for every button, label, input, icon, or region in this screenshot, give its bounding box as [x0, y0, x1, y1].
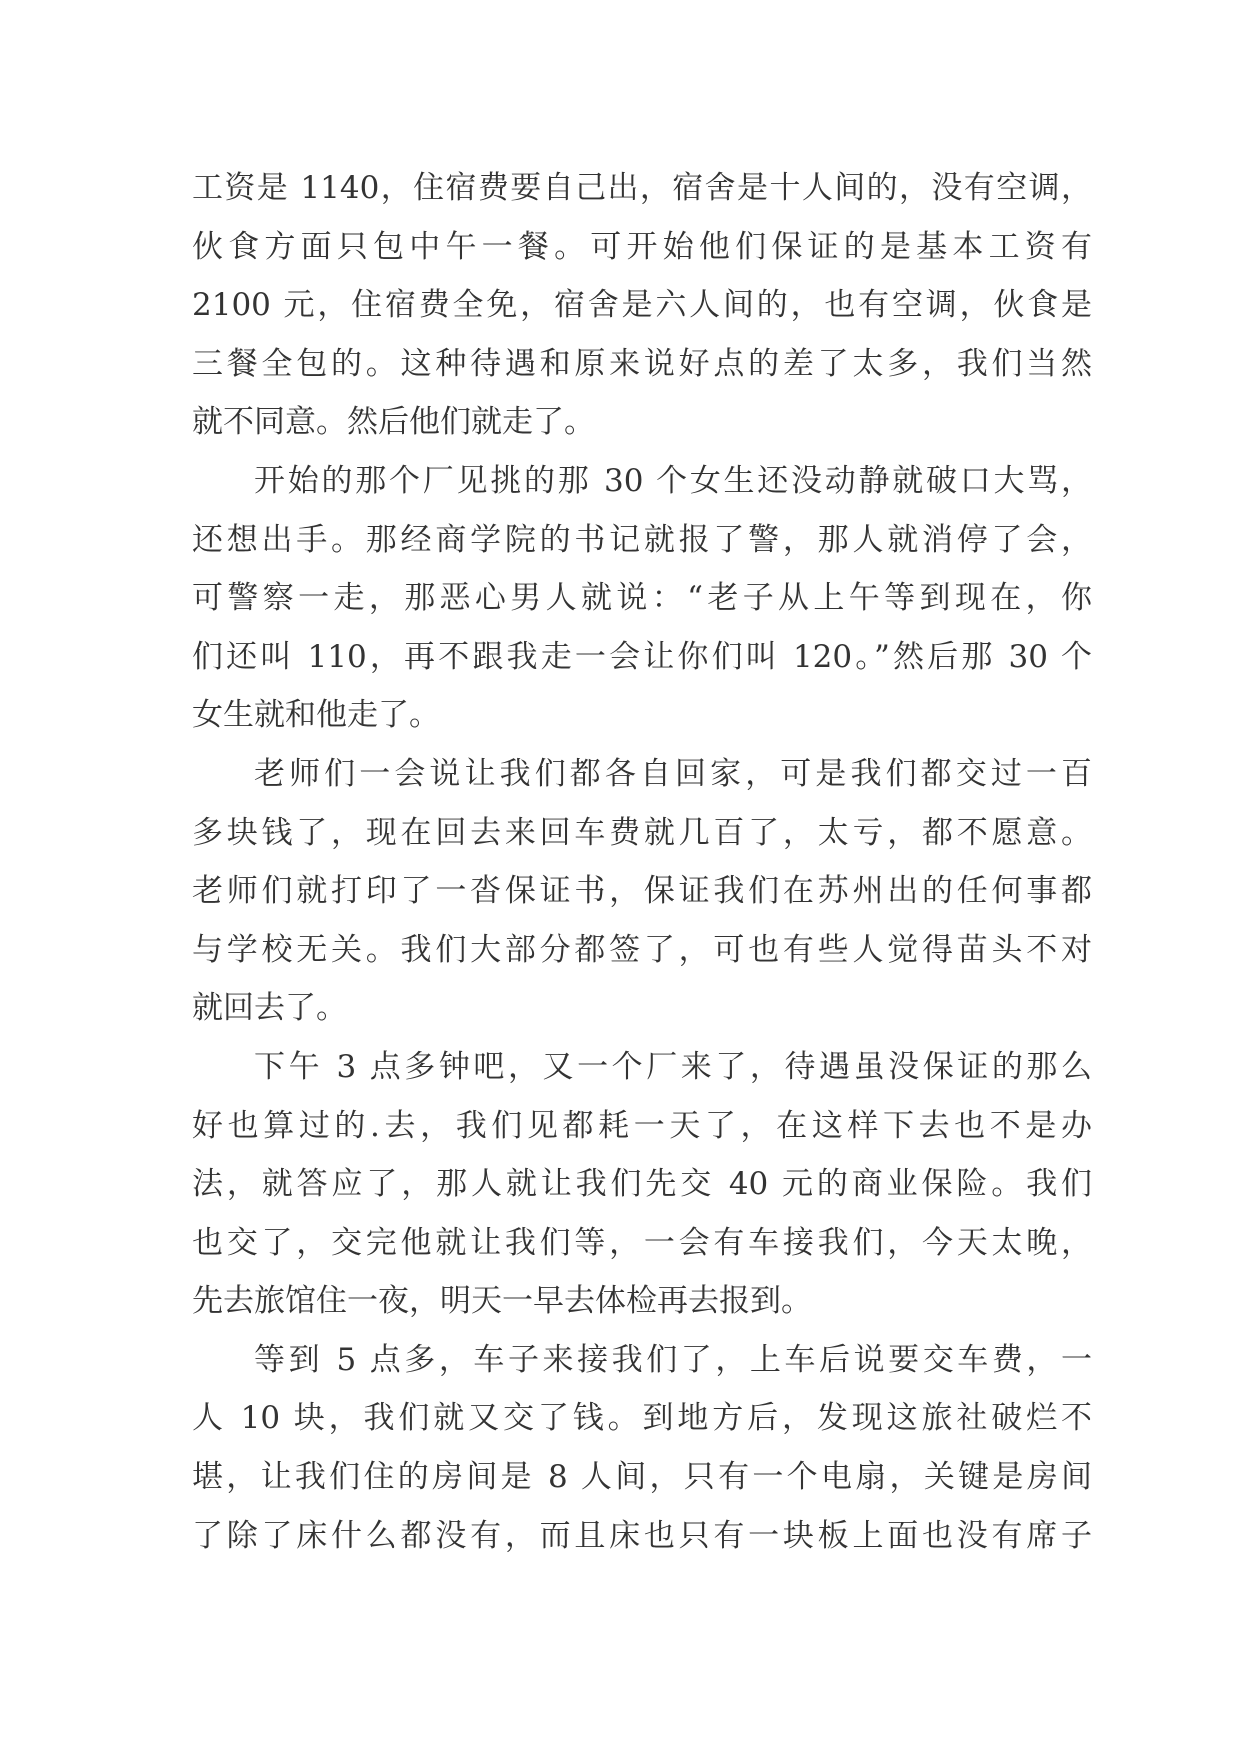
- text-line: 可警察一走，那恶心男人就说：“老子从上午等到现在，你: [192, 580, 1092, 617]
- text-line: 就不同意。然后他们就走了。: [192, 404, 595, 441]
- text-line: 伙食方面只包中午一餐。可开始他们保证的是基本工资有: [192, 228, 1092, 265]
- paragraph: [192, 452, 1092, 745]
- text-line: 好也算过的.去，我们见都耗一天了，在这样下去也不是办: [192, 1107, 1092, 1144]
- text-line: 就回去了。: [192, 990, 347, 1027]
- text-line: 了除了床什么都没有，而且床也只有一块板上面也没有席子: [192, 1517, 1092, 1554]
- text-line: 女生就和他走了。: [192, 697, 440, 734]
- text-line: 还想出手。那经商学院的书记就报了警，那人就消停了会，: [192, 521, 1092, 558]
- text-line: 老师们就打印了一沓保证书，保证我们在苏州出的任何事都: [192, 873, 1092, 910]
- text-line: 与学校无关。我们大部分都签了，可也有些人觉得苗头不对: [192, 931, 1092, 968]
- text-line: 下午 3 点多钟吧，又一个厂来了，待遇虽没保证的那么: [254, 1048, 1092, 1085]
- text-line: 老师们一会说让我们都各自回家，可是我们都交过一百: [254, 755, 1092, 792]
- text-line: 等到 5 点多，车子来接我们了，上车后说要交车费，一: [254, 1341, 1092, 1378]
- text-line: 人 10 块，我们就又交了钱。到地方后，发现这旅社破烂不: [192, 1400, 1092, 1437]
- paragraph: [192, 745, 1092, 1038]
- paragraph: [192, 1331, 1092, 1565]
- text-line: 法，就答应了，那人就让我们先交 40 元的商业保险。我们: [192, 1166, 1092, 1203]
- text-line: 多块钱了，现在回去来回车费就几百了，太亏，都不愿意。: [192, 814, 1092, 851]
- paragraph: [192, 159, 1092, 452]
- text-line: 堪，让我们住的房间是 8 人间，只有一个电扇，关键是房间: [192, 1459, 1092, 1496]
- text-line: 2100 元，住宿费全免，宿舍是六人间的，也有空调，伙食是: [192, 287, 1092, 324]
- text-line: 先去旅馆住一夜，明天一早去体检再去报到。: [192, 1283, 812, 1320]
- text-line: 也交了，交完他就让我们等，一会有车接我们，今天太晚，: [192, 1224, 1092, 1261]
- text-line: 工资是 1140，住宿费要自己出，宿舍是十人间的，没有空调，: [192, 170, 1092, 206]
- text-line: 三餐全包的。这种待遇和原来说好点的差了太多，我们当然: [192, 345, 1092, 382]
- document-body: [192, 159, 1092, 1565]
- text-line: 们还叫 110，再不跟我走一会让你们叫 120。”然后那 30 个: [192, 638, 1092, 675]
- text-line: 开始的那个厂见挑的那 30 个女生还没动静就破口大骂，: [254, 462, 1092, 499]
- paragraph: [192, 1038, 1092, 1331]
